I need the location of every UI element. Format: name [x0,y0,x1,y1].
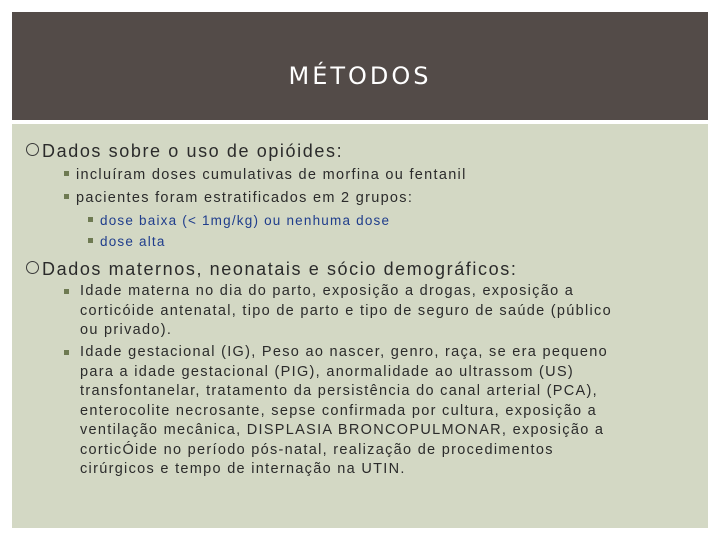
list-item-text: incluíram doses cumulativas de morfina ou fentanil [76,167,467,183]
list-item-line: enterocolite necrosante, sepse confirmada por cultura, exposição a [80,402,598,419]
title-bar [12,12,708,120]
content-area [12,124,708,528]
list-item-line: ou privado). [80,322,173,338]
sub-list-item [88,235,166,249]
list-item [64,189,413,209]
list-item-text: pacientes foram estratificados em 2 grupos: [76,190,414,206]
square-bullet-icon [64,171,69,176]
list-item-line: corticóide antenatal, tipo de parto e tipo de seguro de saúde (público [80,302,612,319]
section-heading-label: Dados sobre o uso de opióides: [42,141,344,161]
list-item [64,282,694,341]
list-item-line: para a idade gestacional (PIG), anormalidade ao ultrassom (US) [80,363,575,380]
circle-bullet-icon [26,261,39,274]
sub-list-item-text: dose alta [100,234,166,249]
circle-bullet-icon [26,143,39,156]
slide-title: MÉTODOS [288,62,432,90]
list-item-line: cirúrgicos e tempo de internação na UTIN. [80,461,406,477]
list-item [64,166,467,186]
sub-list-item [88,214,390,228]
square-bullet-icon [88,217,93,222]
list-item [64,343,694,480]
square-bullet-icon [64,289,69,294]
square-bullet-icon [88,238,93,243]
square-bullet-icon [64,194,69,199]
section-heading-opioids [26,142,343,160]
list-item-line: transfontanelar, tratamento da persistência do canal arterial (PCA), [80,383,598,399]
list-item-line: Idade materna no dia do parto, exposição a drogas, exposição a [80,283,575,299]
section-heading-label: Dados maternos, neonatais e sócio demográficos: [42,259,518,279]
list-item-line: ventilação mecânica, DISPLASIA BRONCOPULMONAR, exposição a [80,422,605,438]
list-item-line: corticÓide no período pós-natal, realização de procedimentos [80,441,554,458]
section-heading-maternal [26,260,517,278]
sub-list-item-text: dose baixa (< 1mg/kg) ou nenhuma dose [100,213,391,228]
list-item-line: Idade gestacional (IG), Peso ao nascer, genro, raça, se era pequeno [80,344,609,360]
square-bullet-icon [64,350,69,355]
